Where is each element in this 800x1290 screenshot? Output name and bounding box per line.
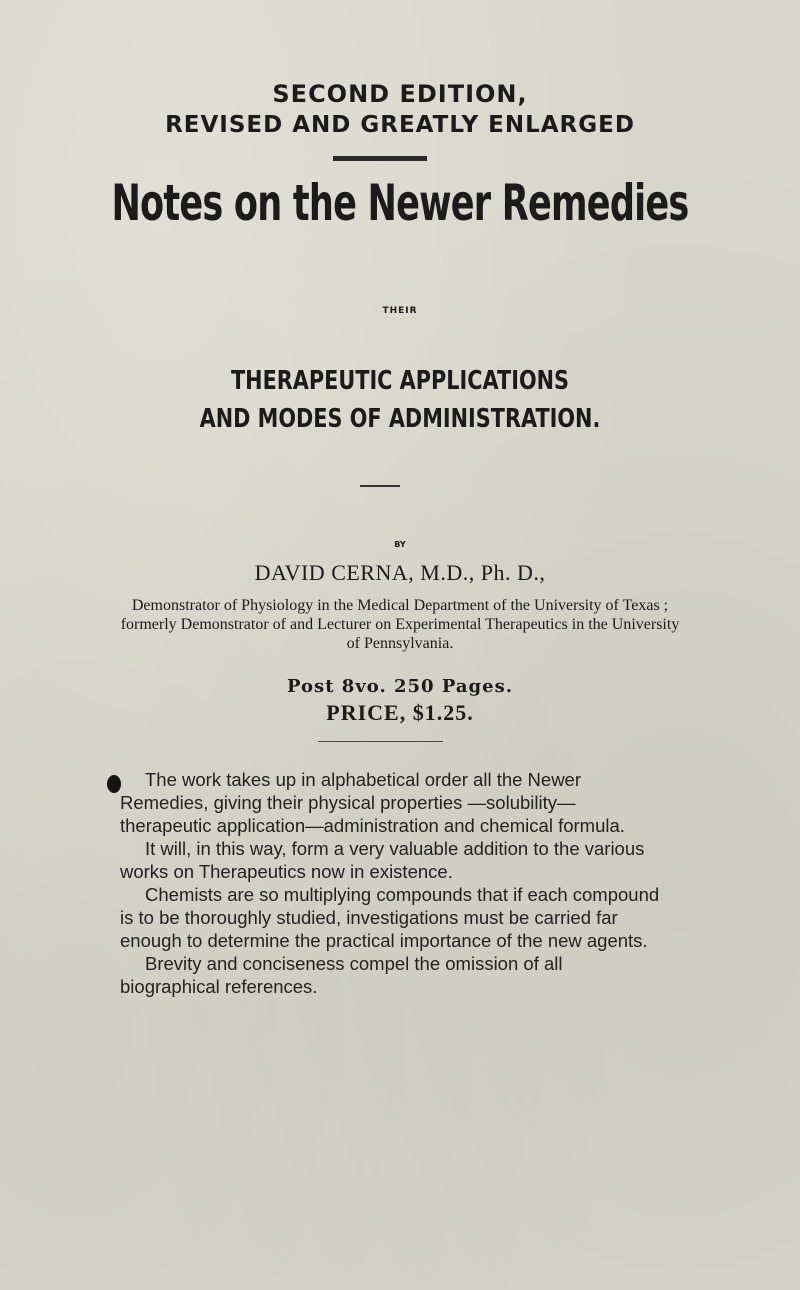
author-name: DAVID CERNA, M.D., Ph. D.,	[254, 560, 546, 585]
book-title: Notes on the Newer Remedies	[111, 174, 689, 232]
paragraph: The work takes up in alphabetical order all the Newer Remedies, giving their physical properties —solubility—therapeutic application—administration and chemical formula.	[120, 769, 625, 836]
edition-line-1: SECOND EDITION,	[272, 80, 528, 108]
bullet-icon	[107, 775, 121, 793]
subtitle-their: THEIR	[382, 306, 418, 316]
book-format: Post 8vo. 250 Pages.	[287, 676, 513, 697]
divider-rule	[333, 156, 427, 161]
paragraph: Chemists are so multiplying compounds that if each compound is to be thoroughly studied, investigations must be carried far enough to determine the practical importance of the new agents.	[120, 884, 660, 951]
subtitle-line-1: THERAPEUTIC APPLICATIONS	[230, 366, 570, 396]
edition-line-2: REVISED AND GREATLY ENLARGED	[165, 112, 635, 138]
description-text	[120, 768, 660, 998]
byline-by: BY	[394, 540, 406, 549]
divider-rule	[360, 485, 400, 487]
paragraph: It will, in this way, form a very valuable addition to the various works on Therapeutics now in existence.	[120, 838, 645, 882]
book-price: PRICE, $1.25.	[326, 700, 474, 725]
paragraph: Brevity and conciseness compel the omission of all biographical references.	[120, 953, 563, 997]
divider-rule	[318, 741, 443, 742]
author-description: Demonstrator of Physiology in the Medical Department of the University of Texas ; formerly Demonstrator of and Lecturer on Experimental Therapeutics in the University of Pennsylvania.	[120, 597, 680, 652]
subtitle-line-2: AND MODES OF ADMINISTRATION.	[199, 404, 601, 434]
